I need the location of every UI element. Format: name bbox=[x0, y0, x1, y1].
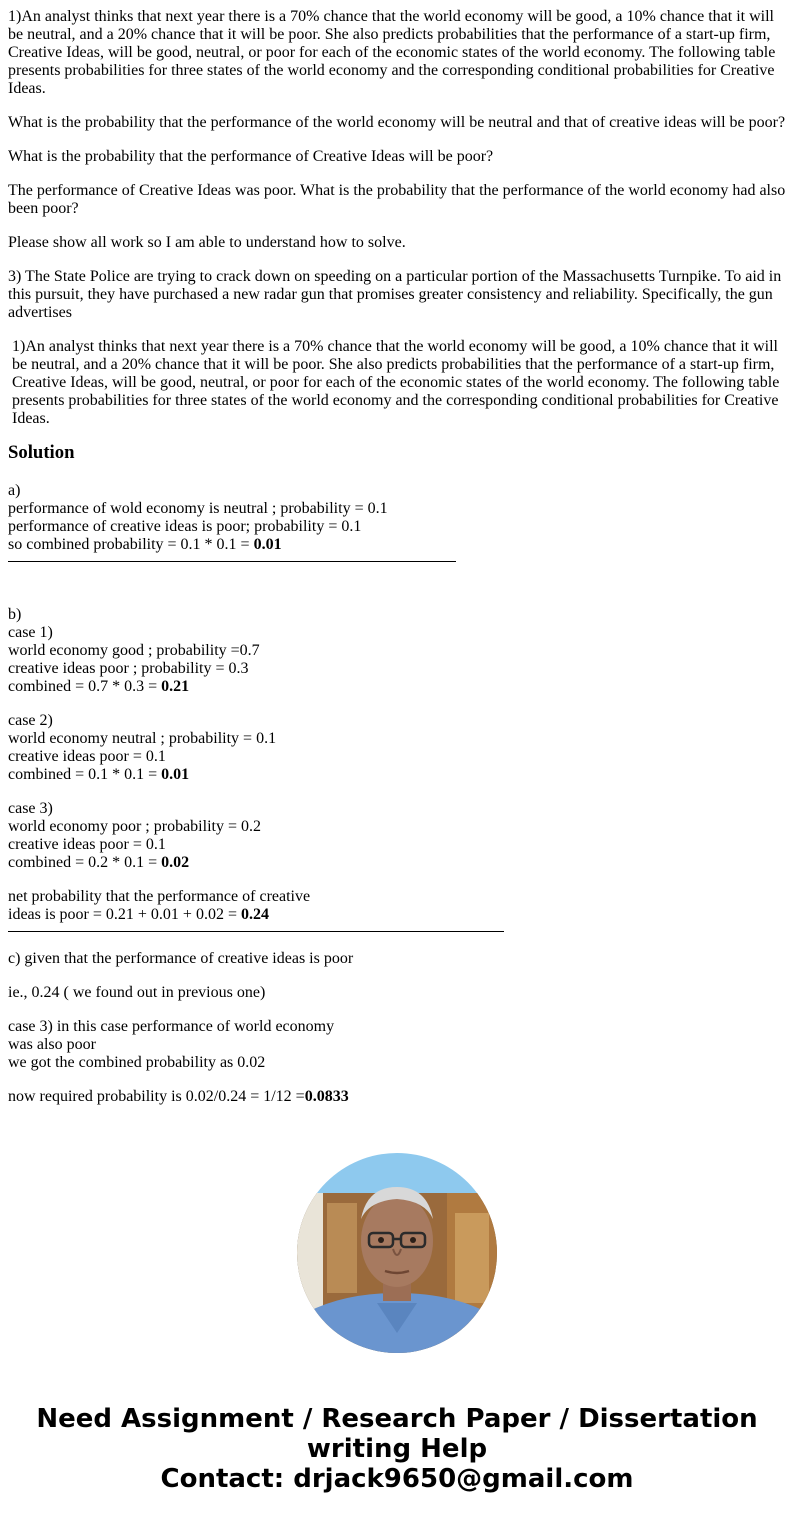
solution-part-b-net bbox=[8, 888, 786, 924]
solution-part-c bbox=[8, 950, 786, 1106]
case2-label: case 2) bbox=[8, 712, 53, 729]
part-b-label: b) bbox=[8, 606, 22, 623]
question-part-c: The performance of Creative Ideas was poor. What is the probability that the performance of the world economy had also been poor? bbox=[8, 182, 786, 217]
net-line2-text: ideas is poor = 0.21 + 0.01 + 0.02 = bbox=[8, 906, 241, 923]
part-a-line3-text: so combined probability = 0.1 * 0.1 = bbox=[8, 536, 254, 553]
case3-line1: world economy poor ; probability = 0.2 bbox=[8, 818, 261, 835]
case1-combined-text: combined = 0.7 * 0.3 = bbox=[8, 678, 162, 695]
case3-combined-text: combined = 0.2 * 0.1 = bbox=[8, 854, 162, 871]
case2-combined bbox=[8, 766, 786, 784]
footer-line1: Need Assignment / Research Paper / Dissertation bbox=[36, 1404, 758, 1434]
solution-part-b-case1 bbox=[8, 606, 786, 696]
part-c-line5: we got the combined probability as 0.02 bbox=[8, 1054, 266, 1071]
case3-label: case 3) bbox=[8, 800, 53, 817]
case2-line1: world economy neutral ; probability = 0.1 bbox=[8, 730, 277, 747]
question-part-a: What is the probability that the performance of the world economy will be neutral and that of creative ideas will be poor? bbox=[8, 114, 786, 131]
solution-part-a bbox=[8, 482, 786, 554]
avatar bbox=[297, 1153, 497, 1353]
part-c-final bbox=[8, 1088, 786, 1106]
question-intro: 1)An analyst thinks that next year there is a 70% chance that the world economy will be good, a 10% chance that it will be neutral, and a 20% chance that it will be poor. She also predicts probabilities that the performance of a start-up firm, Creative Ideas, will be good, neutral, or poor for each of the economic states of the world economy. The following table presents probabilities for three states of the world economy and the corresponding conditional probabilities for Creative Ideas. bbox=[8, 8, 776, 97]
part-c-line1: c) given that the performance of creative ideas is poor bbox=[8, 950, 354, 967]
question-part-b: What is the probability that the performance of Creative Ideas will be poor? bbox=[8, 148, 494, 165]
part-c-line4: was also poor bbox=[8, 1036, 96, 1053]
case1-result: 0.21 bbox=[161, 678, 190, 695]
solution-heading: Solution bbox=[8, 442, 75, 463]
part-c-final-text: now required probability is 0.02/0.24 = 1/12 = bbox=[8, 1088, 305, 1105]
part-a-line1: performance of wold economy is neutral ; probability = 0.1 bbox=[8, 500, 388, 517]
avatar-portrait-image bbox=[297, 1153, 497, 1353]
net-line1: net probability that the performance of creative bbox=[8, 888, 311, 905]
solution-part-b-case2 bbox=[8, 712, 786, 784]
footer-banner bbox=[0, 1404, 794, 1494]
net-result: 0.24 bbox=[240, 906, 269, 923]
part-a-line3 bbox=[8, 536, 786, 554]
question-intro-repeat: 1)An analyst thinks that next year there is a 70% chance that the world economy will be good, a 10% chance that it will be neutral, and a 20% chance that it will be poor. She also predicts probabilities that the performance of a start-up firm, Creative Ideas, will be good, neutral, or poor for each of the economic states of the world economy. The following table presents probabilities for three states of the world economy and the corresponding conditional probabilities for Creative Ideas. bbox=[12, 338, 780, 427]
case2-combined-text: combined = 0.1 * 0.1 = bbox=[8, 766, 162, 783]
part-c-case3 bbox=[8, 1018, 786, 1072]
case3-result: 0.02 bbox=[161, 854, 190, 871]
part-c-line2: ie., 0.24 ( we found out in previous one) bbox=[8, 984, 266, 1001]
solution-part-b-case3 bbox=[8, 800, 786, 872]
footer-contact: Contact: drjack9650@gmail.com bbox=[160, 1464, 634, 1494]
case1-line1: world economy good ; probability =0.7 bbox=[8, 642, 260, 659]
footer-line2: writing Help bbox=[306, 1434, 488, 1464]
part-a-line2: performance of creative ideas is poor; probability = 0.1 bbox=[8, 518, 362, 535]
question-3: 3) The State Police are trying to crack down on speeding on a particular portion of the Massachusetts Turnpike. To aid in this pursuit, they have purchased a new radar gun that promises greater consistency and reliability. Specifically, the gun advertises bbox=[8, 268, 782, 321]
case2-line2: creative ideas poor = 0.1 bbox=[8, 748, 166, 765]
case3-line2: creative ideas poor = 0.1 bbox=[8, 836, 166, 853]
part-c-line3: case 3) in this case performance of world economy bbox=[8, 1018, 335, 1035]
part-c-result: 0.0833 bbox=[304, 1088, 349, 1105]
question-request: Please show all work so I am able to understand how to solve. bbox=[8, 234, 406, 251]
case1-line2: creative ideas poor ; probability = 0.3 bbox=[8, 660, 249, 677]
case1-combined bbox=[8, 678, 786, 696]
case1-label: case 1) bbox=[8, 624, 53, 641]
case2-result: 0.01 bbox=[161, 766, 190, 783]
net-line2 bbox=[8, 906, 786, 924]
case3-combined bbox=[8, 854, 786, 872]
part-a-result: 0.01 bbox=[253, 536, 282, 553]
part-a-label: a) bbox=[8, 482, 21, 499]
